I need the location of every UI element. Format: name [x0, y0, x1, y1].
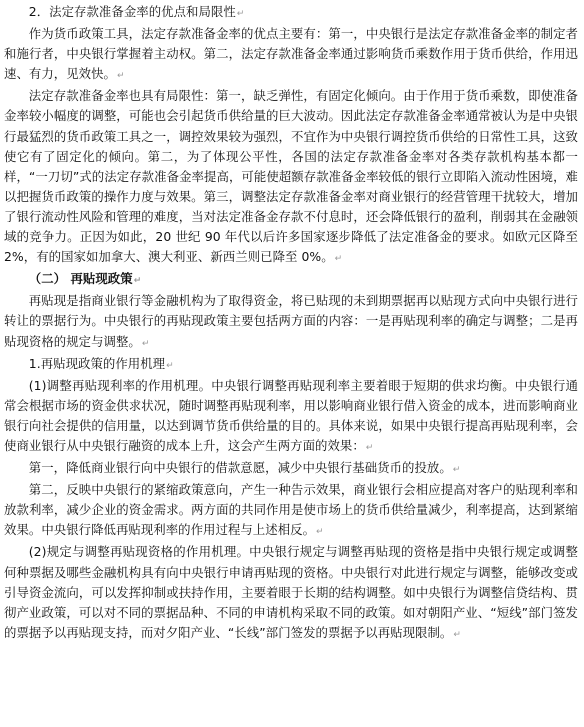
- paragraph-mark-icon: ↵: [133, 276, 142, 287]
- paragraph-text: (1)调整再贴现利率的作用机理。中央银行调整再贴现利率主要着眼于短期的供求均衡。中央银行通常会根据市场的资金供求状况，随时调整再贴现利率，用以影响商业银行借入资金的成本，进而影响商业银行向社会提供的信用量，以达到调节货币供给量的目的。具体来说，如果中央银行提高再贴现利率，会使商业银行从中央银行融资的成本上升，这会产生两方面的效果：: [4, 377, 578, 453]
- paragraph-mark-icon: ↵: [141, 338, 150, 349]
- paragraph-text: 法定存款准备金率也具有局限性：第一，缺乏弹性，有固定化倾向。由于作用于货币乘数，即使准备金率较小幅度的调整，可能也会引起货币供给量的巨大波动。因此法定存款准备金率通常被认为是中央银行最猛烈的货币政策工具之一，调控效果较为强烈，不宜作为中央银行调控货币供给的日常性工具，这致使它有了固定化的倾向。第二，为了体现公平性，各国的法定存款准备金率对各类存款机构基本都一样，“一刀切”式的法定存款准备金率提高，可能使超额存款准备金率较低的银行立即陷入流动性困境，难以把握货币政策的操作力度与效果。第三，调整法定存款准备金率对商业银行的经营管理干扰较大，增加了银行流动性风险和管理的难度，当对法定准备金存款不付息时，还会降低银行的盈利，削弱其在金融领域的竞争力。正因为如此，20 世纪 90 年代以后许多国家逐步降低了法定准备金的要求。如欧元区降至 2%，有的国家如加拿大、澳大利亚、新西兰则已降至 0%。: [4, 88, 578, 265]
- paragraph-mark-icon: ↵: [334, 254, 343, 265]
- paragraph-text: (2)规定与调整再贴现资格的作用机理。中央银行规定与调整再贴现的资格是指中央银行规定或调整何种票据及哪些金融机构具有向中央银行申请再贴现的资格。中央银行对此进行规定与调整，能够改变或引导资金流向，可以发挥抑制或扶持作用，主要着眼于长期的结构调整。如中央银行为调整信贷结构、贯彻产业政策，可以对不同的票据品种、不同的申请机构采取不同的政策。如对朝阳产业、“短线”部门签发的票据予以再贴现支持，而对夕阳产业、“长线”部门签发的票据予以再贴现限制。: [4, 544, 578, 640]
- paragraph-mark-icon: ↵: [452, 465, 461, 476]
- paragraph-text: （二） 再贴现政策: [28, 271, 133, 287]
- paragraph-rediscount-definition: [4, 291, 578, 353]
- paragraph-text: 作为货币政策工具，法定存款准备金率的优点主要有：第一，中央银行是法定存款准备金率的制定者和施行者，中央银行掌握着主动权。第二，法定存款准备金率通过影响货币乘数作用于货币供给，作用迅速、有力，见效快。: [4, 26, 578, 82]
- paragraph-qualification-mechanism: [4, 542, 578, 644]
- paragraph-rate-mechanism: [4, 376, 578, 458]
- paragraph-effect-second: [4, 480, 578, 542]
- paragraph-mark-icon: ↵: [116, 71, 125, 82]
- paragraph-text: 2．法定存款准备金率的优点和局限性: [28, 4, 236, 19]
- paragraph-text: 第二，反映中央银行的紧缩政策意向，产生一种告示效果，商业银行会相应提高对客户的贴现利率和放款利率，减少企业的资金需求。两方面的共同作用是使市场上的货币供给量减少，利率提高，达到紧缩效果。中央银行降低再贴现利率的作用过程与上述相反。: [4, 482, 578, 538]
- section-heading-rediscount-policy: [4, 269, 578, 291]
- paragraph-mark-icon: ↵: [316, 527, 324, 538]
- paragraph-mark-icon: ↵: [365, 442, 374, 453]
- paragraph-text: 1.再贴现政策的作用机理: [28, 355, 166, 371]
- paragraph-effect-first: [4, 458, 578, 480]
- subheading-mechanism: [4, 354, 578, 376]
- paragraph-mark-icon: ↵: [166, 360, 174, 371]
- paragraph-text: 第一，降低商业银行向中央银行的借款意愿，减少中央银行基础货币的投放。: [28, 460, 452, 476]
- heading-reserve-ratio-pros-cons: [4, 2, 578, 24]
- paragraph-mark-icon: ↵: [453, 629, 461, 640]
- paragraph-mark-icon: ↵: [236, 9, 245, 19]
- paragraph-limitations: [4, 86, 578, 269]
- paragraph-text: 再贴现是指商业银行等金融机构为了取得资金，将已贴现的未到期票据再以贴现方式向中央银行进行转让的票据行为。中央银行的再贴现政策主要包括两方面的内容：一是再贴现利率的确定与调整；二是再贴现资格的规定与调整。: [4, 293, 578, 349]
- paragraph-advantages: [4, 24, 578, 86]
